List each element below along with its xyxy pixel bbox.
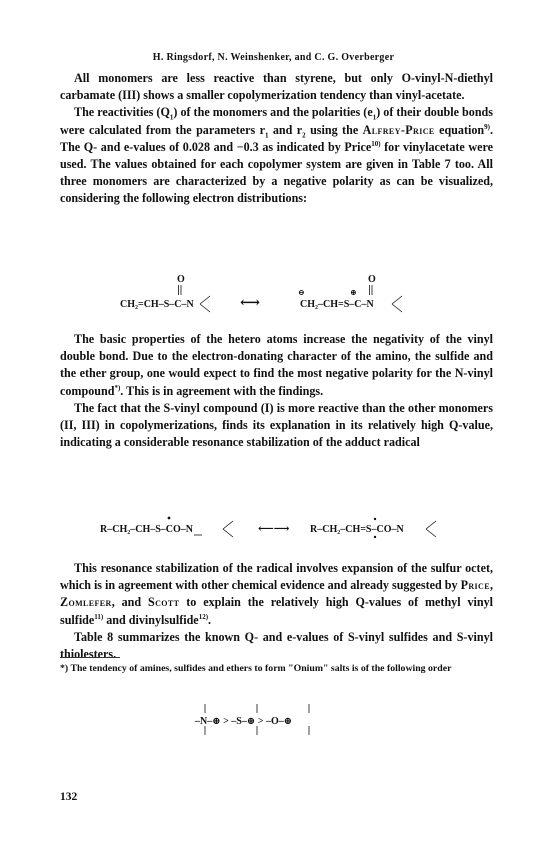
formula1-plus-charge: ⊕ [350, 288, 357, 297]
footnote-marker: *) [114, 383, 121, 392]
formula1-left: CH₂=CH–S–C–N [120, 299, 194, 310]
body-text-upper [60, 70, 493, 208]
footnote-text: The tendency of amines, sulfides and ethers to form "Onium" salts is of the following order [70, 663, 452, 674]
resonance-arrow-1: ⟷ [240, 296, 261, 311]
onium-order-formula [60, 700, 493, 740]
formula1-right-oxygen: O [368, 274, 376, 285]
formula1-right: CH₂–CH=S–C–N [300, 299, 374, 310]
paragraph-3: The basic properties of the hetero atoms increase the negativity of the vinyl double bond. Due to the electron-donating character of the amino, the sulfide and the ether group, one would expect to find the most negative polarity for the N-vinyl compound*). This is in agreement with the findings. [60, 332, 493, 398]
author-name-alfrey-price: Alfrey-Price [362, 122, 435, 137]
paragraph-1: All monomers are less reactive than styrene, but only O-vinyl-N-diethyl carbamate (III) shows a smaller copolymerization tendency than vinyl-acetate. [60, 71, 493, 103]
footnote-mark: *) [60, 663, 69, 674]
resonance-arrow-2: ⟵⟶ [258, 523, 290, 535]
running-header: H. Ringsdorf, N. Weinshenker, and C. G. Overberger [152, 52, 395, 63]
formula2-right: R–CH₂–CH=S–CO–N [310, 524, 404, 535]
electron-distribution-formula [60, 270, 493, 318]
formula2-left: R–CH₂–CH–S–CO–N [100, 524, 194, 535]
onium-order: –N–⊕ > –S–⊕ > –O–⊕ [195, 716, 293, 727]
author-name-price: Price [460, 578, 490, 593]
formula1-left-oxygen: O [177, 274, 185, 285]
paragraph-6: Table 8 summarizes the known Q- and e-values of S-vinyl sulfides and S-vinyl thiolesters. [60, 629, 493, 662]
reference-11: 11) [94, 612, 104, 621]
body-text-lower [60, 560, 493, 663]
paragraph-5: This resonance stabilization of the radical involves expansion of the sulfur octet, which is in agreement with other chemical evidence and already suggested by Price, Zomlefer, and Scott to explain the relatively high Q-values of methyl vinyl sulfide$^{11)}$ and divinylsulfide$^{12)}$. [60, 561, 493, 627]
footnote [60, 662, 493, 675]
author-name-scott: Scott [148, 595, 180, 610]
body-text-middle [60, 331, 493, 451]
paragraph-4: The fact that the S-vinyl compound (I) is more reactive than the other monomers (II, III) in copolymerizations, finds its explanation in its relatively high Q-value, indicating a considerable resonance stabilization of the adduct radical [60, 400, 493, 450]
footnote-divider [60, 657, 120, 658]
page-number: 132 [60, 791, 78, 803]
reference-9: 9) [484, 122, 490, 131]
adduct-radical-formula [60, 508, 493, 544]
reference-12: 12) [198, 612, 209, 621]
paragraph-2: The reactivities $(Q_1)$ of the monomers and the polarities $(e_1)$ of their double bonds were calculated from the parameters $r_1$ and $r_2$ using the Alfrey-Price equation$^{9)}$. The Q- and e-values of 0.028 and −0.3 as indicated by Price$^{10)}$ for vinylacetate were used. The values obtained for each copolymer system are given in Table 7 too. All three monomers are characterized by a negative polarity as can be visualized, considering the following electron distributions: [60, 105, 493, 206]
formula1-minus-charge: ⊖ [298, 288, 305, 297]
author-name-zomlefer: Zomlefer [60, 595, 112, 610]
reference-10: 10) [371, 139, 381, 148]
